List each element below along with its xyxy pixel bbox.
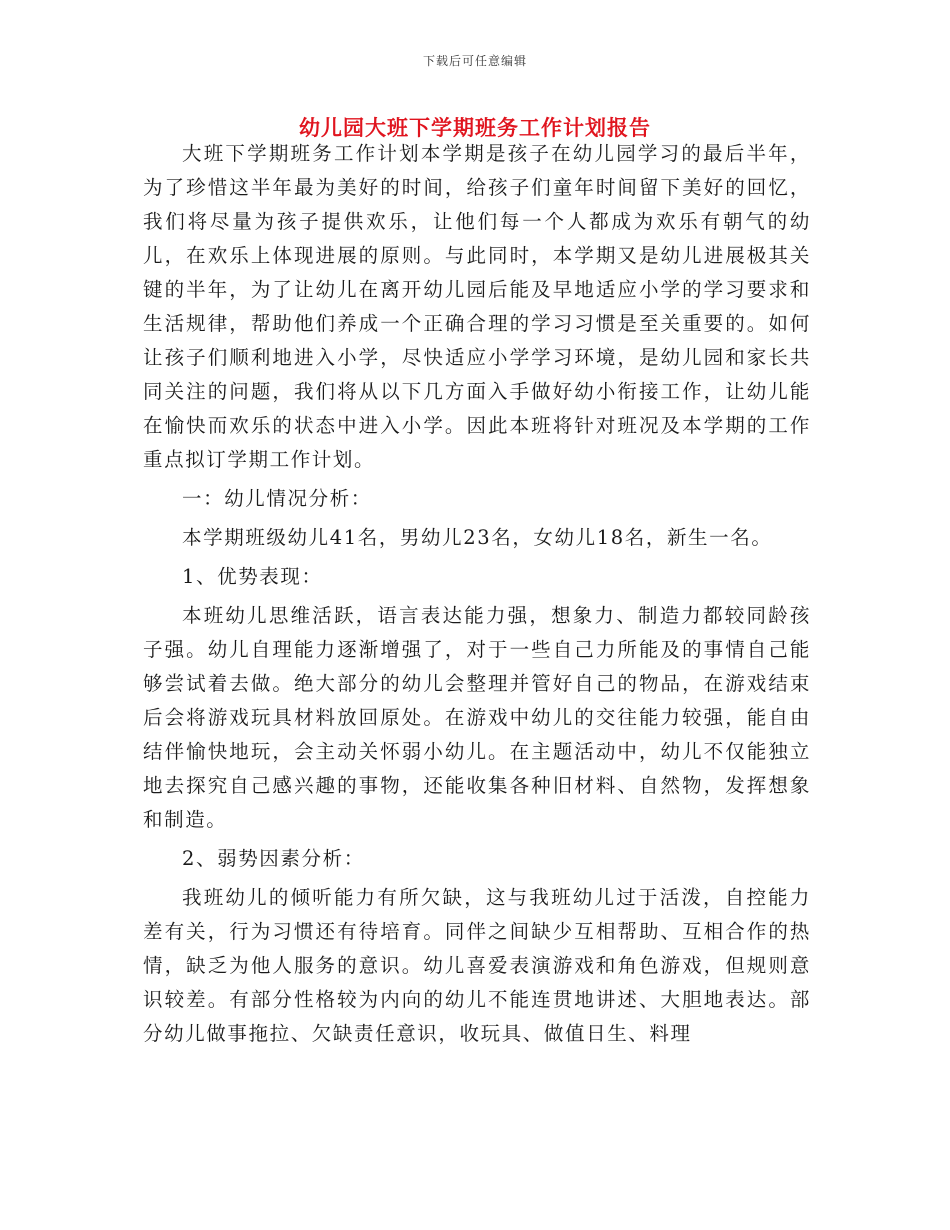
paragraph-weaknesses: 我班幼儿的倾听能力有所欠缺，这与我班幼儿过于活泼，自控能力差有关，行为习惯还有待培育。同伴之间缺少互相帮助、互相合作的热情，缺乏为他人服务的意识。幼儿喜爱表演游戏和角色游戏，但规则意识较差。有部分性格较为内向的幼儿不能连贯地讲述、大胆地表达。部分幼儿做事拖拉、欠缺责任意识，收玩具、做值日生、料理 [143, 886, 811, 1045]
paragraph-intro: 大班下学期班务工作计划本学期是孩子在幼儿园学习的最后半年，为了珍惜这半年最为美好的时间，给孩子们童年时间留下美好的回忆，我们将尽量为孩子提供欢乐，让他们每一个人都成为欢乐有朝气的幼儿，在欢乐上体现进展的原则。与此同时，本学期又是幼儿进展极其关键的半年，为了让幼儿在离开幼儿园后能及早地适应小学的学习要求和生活规律，帮助他们养成一个正确合理的学习习惯是至关重要的。如何让孩子们顺利地进入小学，尽快适应小学学习环境，是幼儿园和家长共同关注的问题，我们将从以下几方面入手做好幼小衔接工作，让幼儿能在愉快而欢乐的状态中进入小学。因此本班将针对班况及本学期的工作重点拟订学期工作计划。 [143, 142, 811, 471]
header-note: 下载后可任意编辑 [422, 54, 527, 68]
paragraph-strengths: 本班幼儿思维活跃，语言表达能力强，想象力、制造力都较同龄孩子强。幼儿自理能力逐渐增强了，对于一些自己力所能及的事情自己能够尝试着去做。绝大部分的幼儿会整理并管好自己的物品，在游戏结束后会将游戏玩具材料放回原处。在游戏中幼儿的交往能力较强，能自由结伴愉快地玩，会主动关怀弱小幼儿。在主题活动中，幼儿不仅能独立地去探究自己感兴趣的事物，还能收集各种旧材料、自然物，发挥想象和制造。 [143, 604, 811, 831]
document-body [143, 137, 811, 1056]
paragraph-class-stats: 本学期班级幼儿41名，男幼儿23名，女幼儿18名，新生一名。 [182, 526, 773, 549]
subheading-strengths: 1、优势表现： [182, 565, 323, 588]
section-heading-situation: 一：幼儿情况分析： [182, 487, 372, 510]
document-title: 幼儿园大班下学期班务工作计划报告 [299, 115, 651, 140]
subheading-weaknesses: 2、弱势因素分析： [182, 847, 365, 870]
